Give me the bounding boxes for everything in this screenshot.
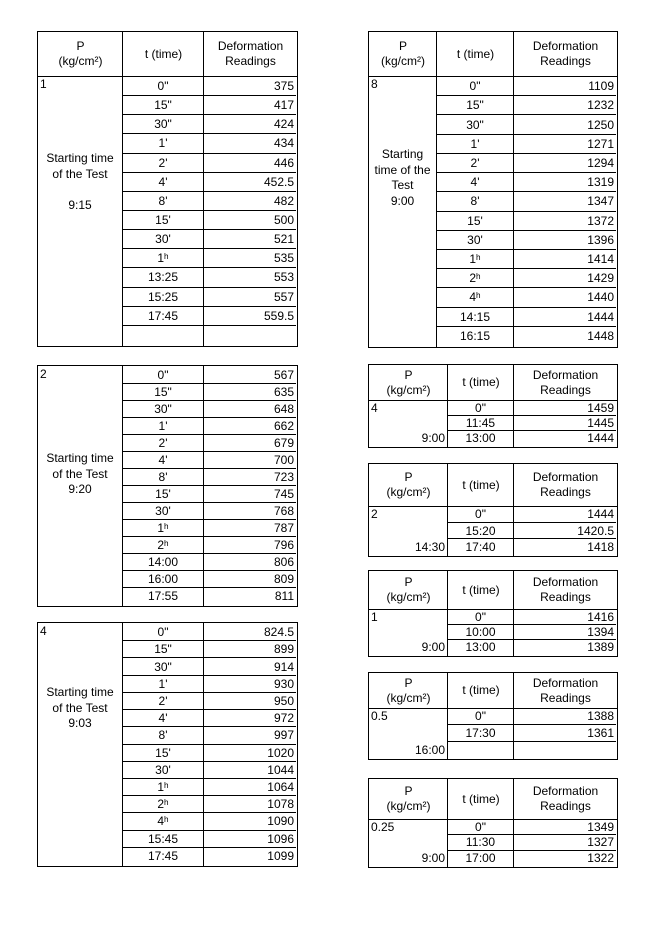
time-cell: 15" <box>122 95 204 114</box>
deformation-cell: 521 <box>203 229 296 248</box>
caption-line: Starting time <box>46 151 114 165</box>
time-cell: 2ʰ <box>122 536 204 553</box>
deformation-cell: 679 <box>203 434 296 451</box>
time-cell: 1' <box>436 134 514 153</box>
header-d-label1: Deformation <box>217 39 284 53</box>
deformation-cell: 553 <box>203 267 296 286</box>
deformation-cell: 535 <box>203 248 296 267</box>
deformation-cell: 796 <box>203 536 296 553</box>
pressure-value: 8 <box>371 77 378 91</box>
time-cell: 30" <box>436 114 514 133</box>
deformation-cell: 1349 <box>587 819 614 834</box>
header-deformation <box>514 32 617 76</box>
header-p-label: P <box>404 575 413 589</box>
caption-line: of the Test <box>52 700 108 715</box>
deformation-cell: 1250 <box>513 114 616 133</box>
time-cell: 30" <box>122 114 204 133</box>
header-pressure <box>369 32 437 76</box>
deformation-cell: 1361 <box>513 724 616 740</box>
time-cell: 1ʰ <box>122 248 204 267</box>
deformation-cell: 972 <box>203 709 296 726</box>
table-header <box>369 571 617 610</box>
header-d-label2: Readings <box>225 54 276 68</box>
caption-line: Starting time <box>46 451 114 465</box>
deformation-cell: 1388 <box>587 709 614 724</box>
deformation-cell: 1232 <box>513 95 616 114</box>
header-d-label2: Readings <box>540 799 591 813</box>
table-header <box>369 779 617 820</box>
header-deformation <box>514 365 617 400</box>
caption-line <box>38 182 122 198</box>
time-cell: 2ʰ <box>436 268 514 287</box>
time-cell: 1ʰ <box>122 519 204 536</box>
time-cell: 2ʰ <box>122 795 204 812</box>
deformation-cell: 1445 <box>513 415 616 430</box>
time-cell: 17:40 <box>447 538 514 554</box>
deformation-cell: 1096 <box>203 830 296 847</box>
time-cell: 1ʰ <box>436 249 514 268</box>
pressure-value: 1 <box>40 77 47 91</box>
deformation-cell: 482 <box>203 191 296 210</box>
time-cell: 8' <box>122 468 204 485</box>
time-cell: 4' <box>122 709 204 726</box>
pressure-value: 2 <box>40 367 47 381</box>
time-cell: 13:00 <box>447 430 514 445</box>
time-cell: 2' <box>122 692 204 709</box>
deformation-cell: 809 <box>203 570 296 587</box>
time-cell <box>447 741 514 757</box>
time-cell: 17:45 <box>122 847 204 864</box>
start-time-value: 14:30 <box>414 540 445 554</box>
time-cell: 15' <box>122 744 204 761</box>
header-d-label1: Deformation <box>532 675 599 690</box>
time-cell: 16:00 <box>122 570 204 587</box>
deformation-cell: 997 <box>203 726 296 743</box>
start-time-caption <box>38 151 122 213</box>
deformation-cell: 648 <box>203 400 296 417</box>
deformation-cell: 824.5 <box>263 624 294 639</box>
header-pressure <box>369 673 448 708</box>
deformation-cell: 1418 <box>513 538 616 554</box>
start-time-caption <box>369 147 436 209</box>
time-cell: 4ʰ <box>436 287 514 306</box>
deformation-cell: 1389 <box>513 639 616 654</box>
deformation-cell: 768 <box>203 502 296 519</box>
time-cell: 2' <box>436 153 514 172</box>
deformation-cell: 1347 <box>513 191 616 210</box>
time-cell: 17:00 <box>447 850 514 865</box>
deformation-cell: 1322 <box>513 850 616 865</box>
deformation-cell: 745 <box>203 485 296 502</box>
time-cell: 0" <box>122 76 204 95</box>
time-cell: 30" <box>122 657 204 674</box>
table-header <box>38 32 297 77</box>
time-cell: 15" <box>122 640 204 657</box>
deformation-cell: 452.5 <box>203 172 296 191</box>
header-deformation <box>514 779 617 819</box>
time-cell: 17:55 <box>122 587 204 604</box>
table-p8 <box>368 31 618 348</box>
header-pressure <box>369 464 448 506</box>
header-deformation <box>514 571 617 609</box>
header-p-unit: (kg/cm²) <box>386 485 431 499</box>
deformation-cell: 1440 <box>513 287 616 306</box>
caption-line: of the Test <box>52 166 108 181</box>
header-d-label2: Readings <box>540 590 591 604</box>
deformation-cell: 446 <box>203 153 296 172</box>
header-d-label1: Deformation <box>532 784 599 798</box>
header-time <box>448 365 514 400</box>
start-time-value: 9:00 <box>421 851 445 865</box>
time-cell: 0" <box>475 709 486 724</box>
time-cell: 4' <box>122 451 204 468</box>
deformation-cell: 434 <box>203 133 296 152</box>
caption-line: 9:00 <box>390 193 415 208</box>
deformation-cell: 662 <box>203 417 296 434</box>
deformation-cell: 557 <box>203 287 296 306</box>
header-t-label: t (time) <box>462 683 500 697</box>
deformation-cell: 1444 <box>587 507 614 521</box>
header-time <box>123 32 204 76</box>
deformation-cell: 567 <box>273 367 294 382</box>
header-time <box>448 779 514 819</box>
deformation-cell: 1271 <box>513 134 616 153</box>
time-cell: 15:20 <box>447 522 514 538</box>
time-cell: 4' <box>122 172 204 191</box>
start-time-caption <box>38 685 122 732</box>
time-cell: 8' <box>122 726 204 743</box>
header-t-label: t (time) <box>144 46 183 61</box>
deformation-cell: 1327 <box>513 834 616 849</box>
header-p-unit: (kg/cm²) <box>386 382 431 397</box>
header-pressure <box>369 365 448 400</box>
header-deformation <box>514 673 617 708</box>
time-cell: 11:45 <box>447 415 514 430</box>
table-header <box>369 464 617 507</box>
time-cell: 30' <box>436 230 514 249</box>
time-cell: 15' <box>122 210 204 229</box>
deformation-cell: 1109 <box>513 76 616 95</box>
header-p-label: P <box>404 470 413 484</box>
deformation-cell: 417 <box>203 95 296 114</box>
time-cell: 4ʰ <box>122 812 204 829</box>
time-cell: 10:00 <box>447 624 514 639</box>
header-pressure <box>369 571 448 609</box>
time-cell: 4' <box>436 172 514 191</box>
header-pressure <box>369 779 448 819</box>
header-p-unit: (kg/cm²) <box>386 590 431 604</box>
header-d-label1: Deformation <box>532 39 599 53</box>
header-t-label: t (time) <box>462 791 500 806</box>
deformation-cell: 1396 <box>513 230 616 249</box>
time-cell <box>122 325 204 344</box>
header-d-label2: Readings <box>540 54 591 68</box>
time-cell: 8' <box>436 191 514 210</box>
header-p-unit: (kg/cm²) <box>381 54 425 68</box>
time-cell: 0" <box>475 819 486 834</box>
caption-line: of the Test <box>52 466 108 481</box>
caption-line: 9:03 <box>68 716 92 730</box>
table-header <box>369 365 617 401</box>
header-time <box>448 571 514 609</box>
time-cell: 15:25 <box>122 287 204 306</box>
time-cell: 1' <box>122 675 204 692</box>
deformation-cell: 424 <box>203 114 296 133</box>
time-cell: 17:30 <box>447 724 514 740</box>
caption-line: 9:15 <box>68 197 92 212</box>
time-cell: 30" <box>122 400 204 417</box>
time-cell: 11:30 <box>447 834 514 849</box>
deformation-cell: 1294 <box>513 153 616 172</box>
header-p-unit: (kg/cm²) <box>386 799 431 813</box>
header-d-label1: Deformation <box>532 367 599 382</box>
deformation-cell: 1420.5 <box>513 522 616 538</box>
caption-line: Starting <box>381 147 424 161</box>
time-cell: 0" <box>157 624 169 639</box>
time-cell: 0" <box>475 400 486 415</box>
time-cell: 14:15 <box>436 307 514 326</box>
header-pressure <box>38 32 123 76</box>
deformation-cell: 787 <box>203 519 296 536</box>
deformation-cell: 500 <box>203 210 296 229</box>
pressure-value: 2 <box>371 507 378 521</box>
time-cell: 16:15 <box>436 326 514 345</box>
header-p-label: P <box>404 675 413 690</box>
deformation-cell: 811 <box>203 587 296 604</box>
header-p-label: P <box>398 39 407 53</box>
deformation-cell: 1394 <box>513 624 616 639</box>
caption-line: Test <box>391 178 414 192</box>
table-header <box>369 673 617 709</box>
header-p-label: P <box>404 784 413 798</box>
deformation-cell: 559.5 <box>203 306 296 325</box>
table-p4 <box>37 622 298 867</box>
header-p-label: P <box>404 367 413 382</box>
caption-line: time of the <box>374 162 431 177</box>
time-cell: 13:00 <box>447 639 514 654</box>
time-cell: 30' <box>122 502 204 519</box>
start-time-value: 16:00 <box>414 743 445 757</box>
deformation-cell: 930 <box>203 675 296 692</box>
deformation-cell: 1372 <box>513 211 616 230</box>
deformation-cell: 723 <box>203 468 296 485</box>
deformation-cell: 950 <box>203 692 296 709</box>
header-d-label1: Deformation <box>532 470 599 484</box>
pressure-value: 4 <box>40 624 47 638</box>
deformation-cell: 1099 <box>203 847 296 864</box>
header-p-unit: (kg/cm²) <box>58 54 103 68</box>
table-p1 <box>37 31 298 347</box>
time-cell: 2' <box>122 153 204 172</box>
caption-line: 9:20 <box>68 482 92 496</box>
pressure-value: 0.25 <box>371 820 395 834</box>
deformation-cell: 635 <box>203 383 296 400</box>
deformation-cell <box>203 325 296 344</box>
deformation-cell <box>513 741 616 757</box>
time-cell: 0" <box>475 609 486 624</box>
time-cell: 1' <box>122 133 204 152</box>
table-unload-1 <box>368 570 618 657</box>
time-cell: 15:45 <box>122 830 204 847</box>
table-unload-0-5 <box>368 672 618 760</box>
deformation-cell: 1319 <box>513 172 616 191</box>
header-d-label2: Readings <box>540 382 591 397</box>
deformation-cell: 914 <box>203 657 296 674</box>
header-d-label2: Readings <box>540 485 591 499</box>
header-t-label: t (time) <box>456 46 495 61</box>
header-t-label: t (time) <box>462 375 500 389</box>
deformation-cell: 1416 <box>587 609 614 624</box>
time-cell: 15" <box>436 95 514 114</box>
deformation-cell: 700 <box>203 451 296 468</box>
deformation-cell: 1414 <box>513 249 616 268</box>
deformation-cell: 1044 <box>203 761 296 778</box>
header-time <box>437 32 514 76</box>
time-cell: 15" <box>122 383 204 400</box>
header-deformation <box>514 464 617 506</box>
deformation-cell: 1444 <box>513 307 616 326</box>
header-p-label: P <box>76 39 85 53</box>
deformation-cell: 1078 <box>203 795 296 812</box>
header-deformation <box>204 32 297 76</box>
table-unload-0-25 <box>368 778 618 868</box>
time-cell: 17:45 <box>122 306 204 325</box>
header-d-label1: Deformation <box>532 575 599 589</box>
deformation-cell: 1444 <box>513 430 616 445</box>
pressure-value: 4 <box>371 401 378 415</box>
table-unload-2 <box>368 463 618 557</box>
time-cell: 15' <box>436 211 514 230</box>
deformation-cell: 1429 <box>513 268 616 287</box>
time-cell: 2' <box>122 434 204 451</box>
time-cell: 30' <box>122 761 204 778</box>
deformation-cell: 1020 <box>203 744 296 761</box>
table-unload-4 <box>368 364 618 448</box>
header-p-unit: (kg/cm²) <box>386 690 431 705</box>
time-cell: 14:00 <box>122 553 204 570</box>
start-time-caption <box>38 451 122 498</box>
time-cell: 0" <box>475 507 486 521</box>
start-time-value: 9:00 <box>421 431 445 445</box>
deformation-cell: 899 <box>203 640 296 657</box>
header-t-label: t (time) <box>462 582 500 597</box>
caption-line: Starting time <box>46 685 114 699</box>
time-cell: 13:25 <box>122 267 204 286</box>
time-cell: 15' <box>122 485 204 502</box>
pressure-value: 0.5 <box>371 709 388 723</box>
deformation-cell: 1459 <box>587 400 614 415</box>
header-t-label: t (time) <box>462 477 500 492</box>
start-time-value: 9:00 <box>421 640 445 654</box>
time-cell: 1' <box>122 417 204 434</box>
time-cell: 0" <box>157 367 169 382</box>
time-cell: 30' <box>122 229 204 248</box>
table-header <box>369 32 617 77</box>
header-time <box>448 673 514 708</box>
pressure-value: 1 <box>371 610 378 624</box>
time-cell: 8' <box>122 191 204 210</box>
deformation-cell: 375 <box>203 76 296 95</box>
header-d-label2: Readings <box>540 690 591 705</box>
table-p2 <box>37 365 298 607</box>
deformation-cell: 1090 <box>203 812 296 829</box>
deformation-cell: 806 <box>203 553 296 570</box>
header-time <box>448 464 514 506</box>
time-cell: 1ʰ <box>122 778 204 795</box>
time-cell: 0" <box>436 76 514 95</box>
deformation-cell: 1064 <box>203 778 296 795</box>
deformation-cell: 1448 <box>513 326 616 345</box>
